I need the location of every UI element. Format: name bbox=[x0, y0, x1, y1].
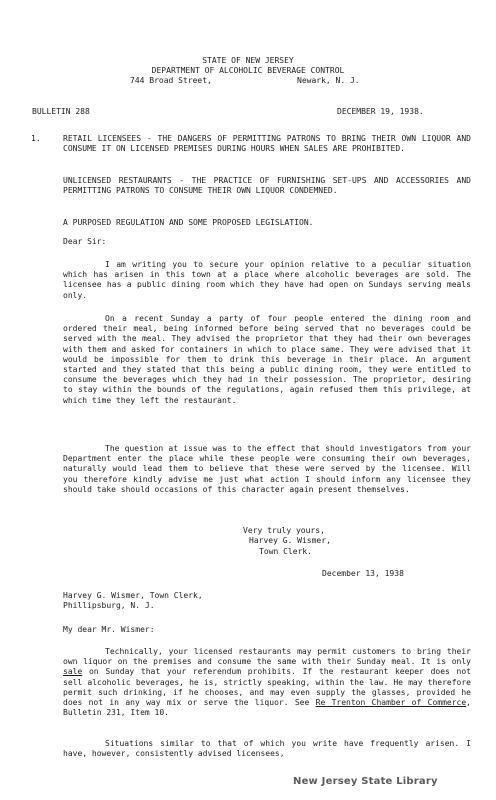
letter-paragraph-1: I am writing you to secure your opinion relative to a peculiar situation which has arisen in this town at a place where alcoholic beverages are sold. The licensee has a public dining room which they have had open on Sundays serving meals only. bbox=[63, 260, 471, 300]
header-department: DEPARTMENT OF ALCOHOLIC BEVERAGE CONTROL bbox=[151, 66, 345, 75]
reply-p1-underlined-sale: sale bbox=[63, 667, 83, 677]
letter-paragraph-3: The question at issue was to the effect that should investigators from your Department enter the place while these people were consuming their own beverages, naturally would lead them to believe that these were served by the licensee. Will you therefore kindly advise me just what action I should inform any licensee they should take should occasions of this character again present themselves. bbox=[63, 444, 471, 494]
reply-p1-part-b: on Sunday that your referendum prohibits. If the restaurant keeper does not sell alcoholic beverages, he is, strictly speaking, within the law. He may therefore permit such drinking, if he chooses, and may even supply the glasses, provided he does not in any way mix or serve the liquor. See bbox=[63, 667, 471, 708]
item-number: 1. bbox=[31, 134, 41, 143]
header-city: Newark, N. J. bbox=[297, 76, 360, 85]
reply-salutation: My dear Mr. Wismer: bbox=[63, 625, 155, 634]
header-state: STATE OF NEW JERSEY bbox=[202, 56, 294, 65]
item-heading: RETAIL LICENSEES - THE DANGERS OF PERMITTING PATRONS TO BRING THEIR OWN LIQUOR AND CONSUME IT ON LICENSED PREMISES DURING HOURS WHEN SALES ARE PROHIBITED. bbox=[63, 134, 471, 154]
bulletin-date: DECEMBER 19, 1938. bbox=[337, 107, 424, 116]
reply-p1-part-c: , Bulletin 231, Item 10. bbox=[63, 698, 471, 718]
bulletin-number: BULLETIN 288 bbox=[32, 107, 90, 116]
item-subheading: UNLICENSED RESTAURANTS - THE PRACTICE OF FURNISHING SET-UPS AND ACCESSORIES AND PERMITTING PATRONS TO CONSUME THEIR OWN LIQUOR CONDEMNED. bbox=[63, 176, 471, 196]
letter-salutation: Dear Sir: bbox=[63, 237, 107, 246]
header-address: 744 Broad Street, bbox=[130, 76, 212, 85]
reply-p1-citation: Re Trenton Chamber of Commerce bbox=[315, 698, 467, 708]
reply-paragraph-2: Situations similar to that of which you write have frequently arisen. I have, however, consistently advised licensees, bbox=[63, 739, 471, 759]
letter-closing: Very truly yours, bbox=[243, 526, 325, 535]
reply-p1-part-a: Technically, your licensed restaurants may permit customers to bring their own liquor on the premises and consume the same with their Sunday meal. It is only bbox=[63, 647, 471, 667]
reply-paragraph-1 bbox=[63, 647, 471, 718]
item-subheading-2: A PURPOSED REGULATION AND SOME PROPOSED LEGISLATION. bbox=[63, 218, 314, 227]
library-stamp: New Jersey State Library bbox=[293, 776, 438, 787]
reply-addressee-city: Phillipsburg, N. J. bbox=[63, 601, 155, 610]
reply-date: December 13, 1938 bbox=[322, 569, 404, 578]
letter-signer: Harvey G. Wismer, bbox=[249, 536, 331, 545]
reply-addressee-name: Harvey G. Wismer, Town Clerk, bbox=[63, 591, 203, 600]
letter-paragraph-2: On a recent Sunday a party of four people entered the dining room and ordered their meal, being informed before being served that no beverages could be served with the meal. They advised the proprietor that they had their own beverages with them and asked for containers in which to place same. They were advised that it would be impossible for them to drink this beverage in their place. An argument started and they stated that this being a public dining room, they were entitled to consume the beverages which they had in their possession. The proprietor, desiring to stay within the bounds of the regulations, again refused them this privilege, at which time they left the restaurant. bbox=[63, 314, 471, 405]
letter-signer-title: Town Clerk. bbox=[259, 547, 312, 556]
